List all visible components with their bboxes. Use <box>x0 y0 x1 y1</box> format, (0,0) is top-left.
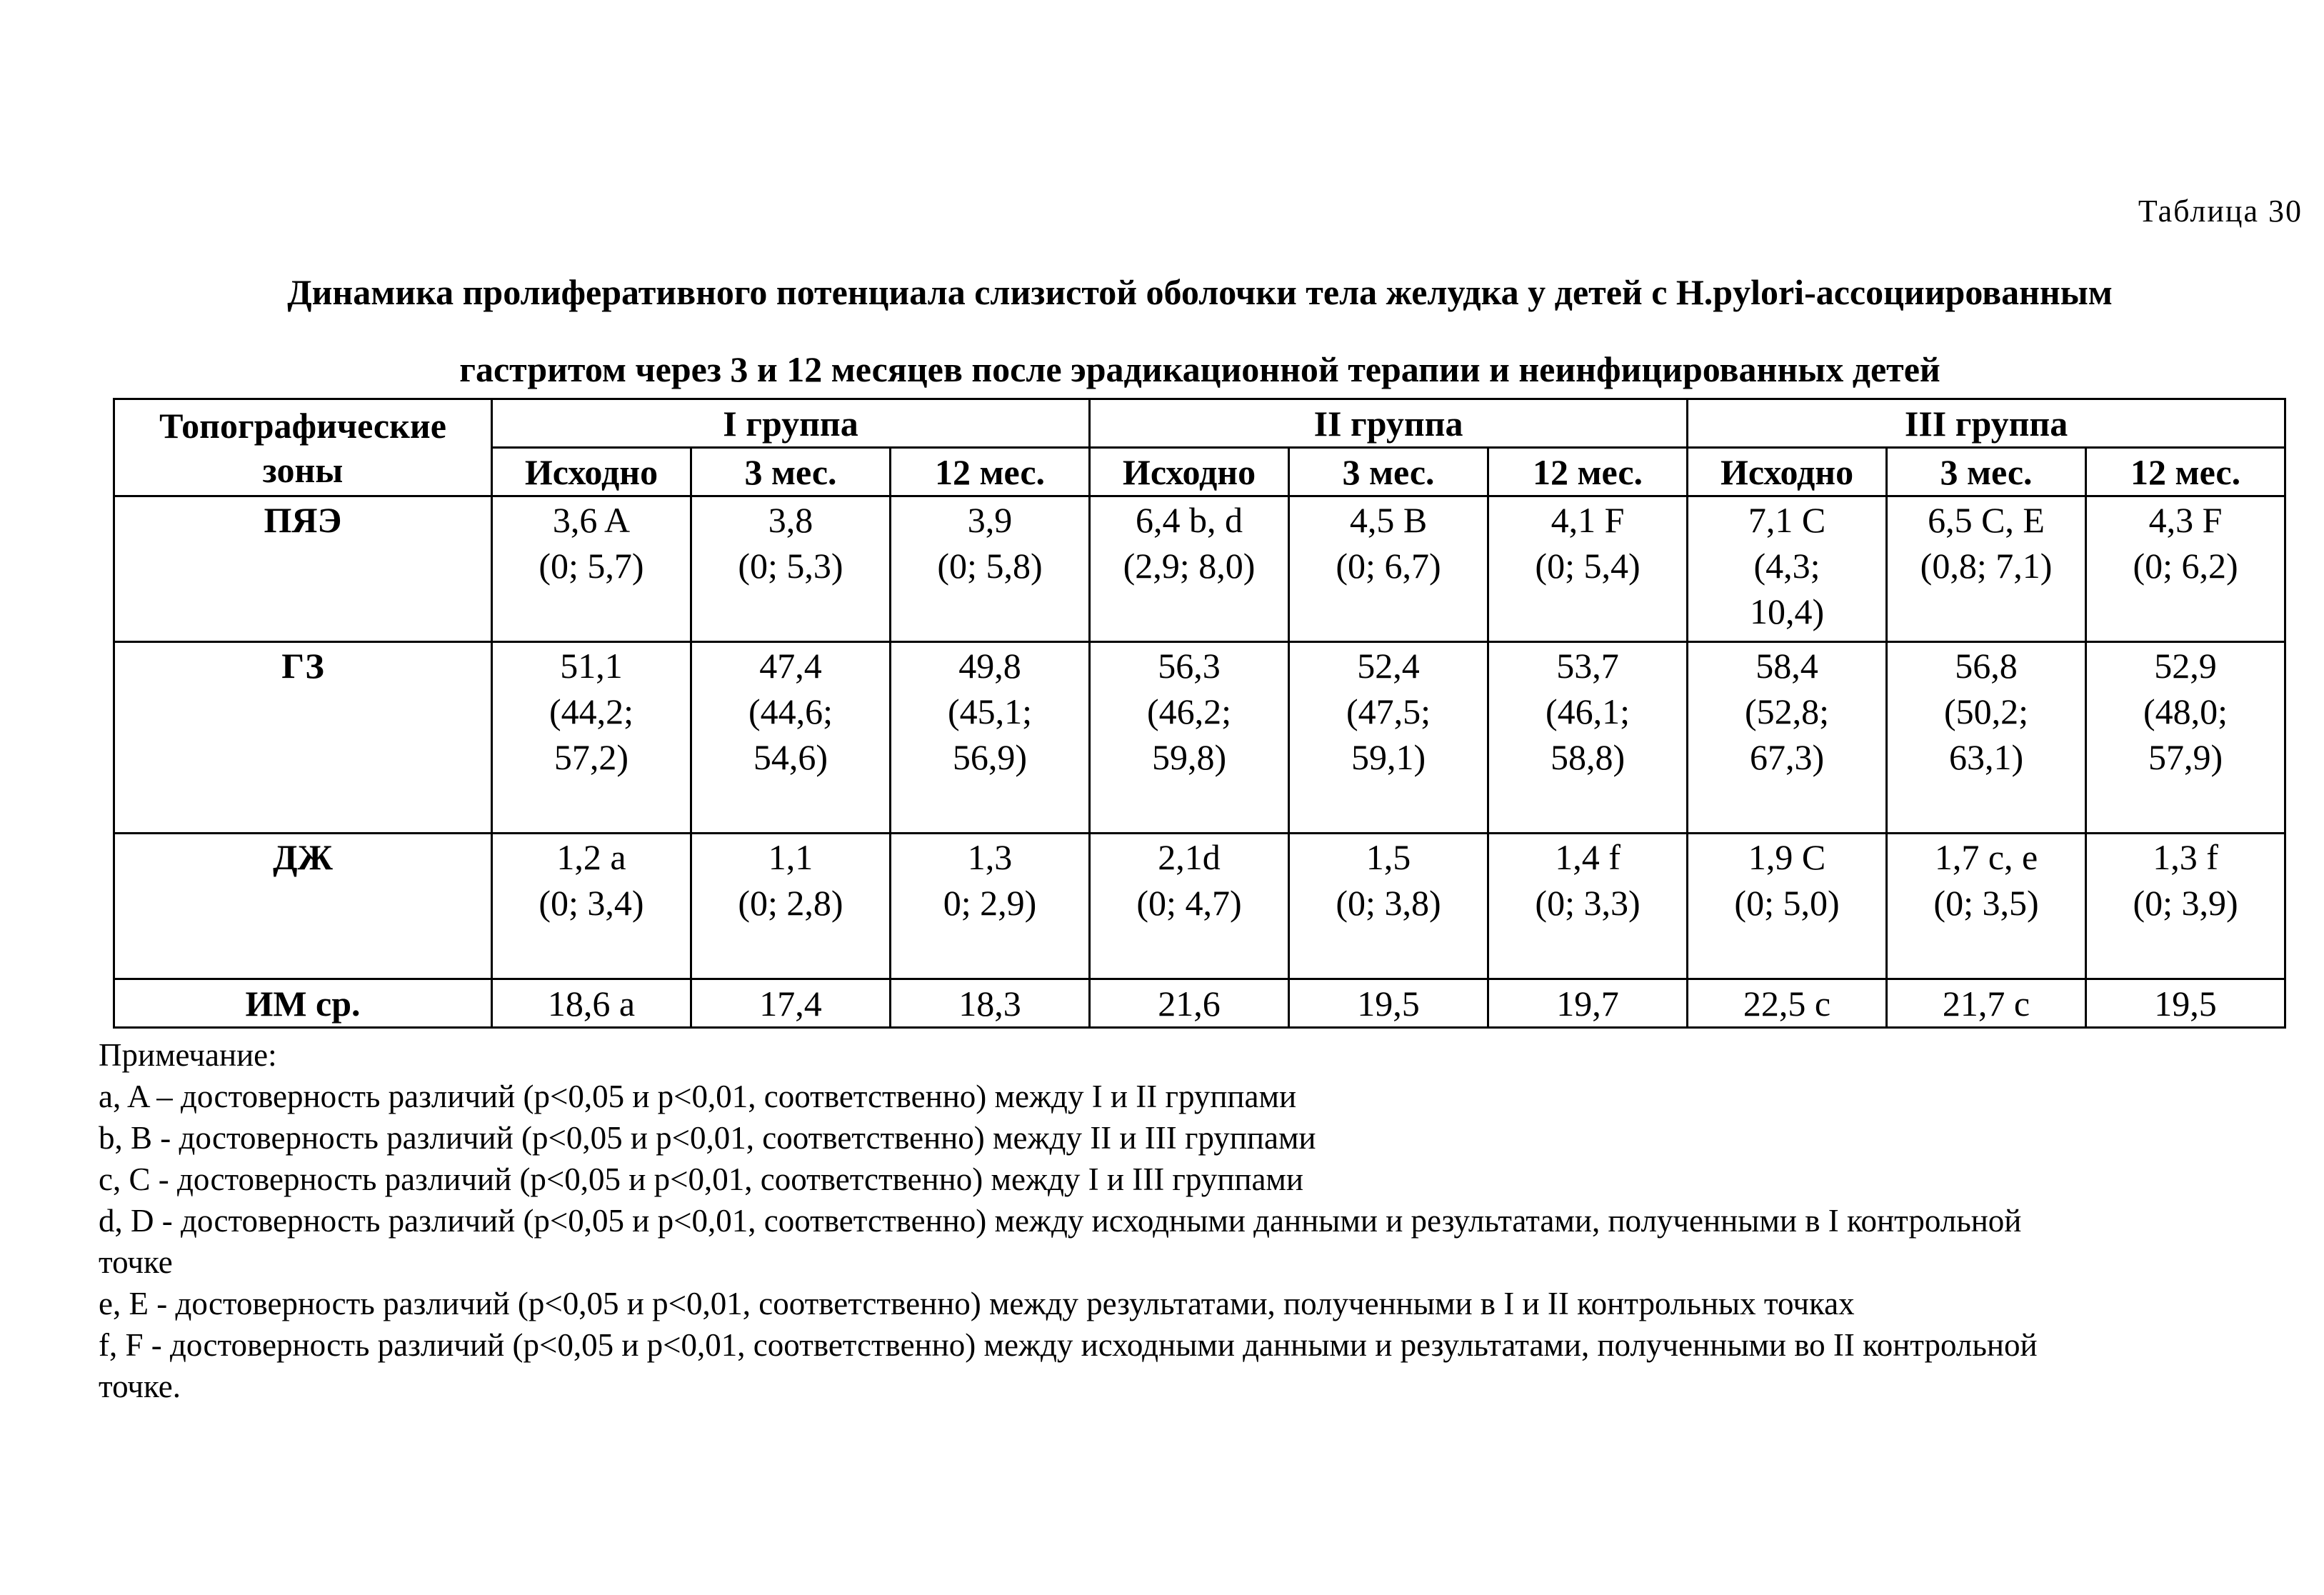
table-cell <box>891 642 1090 834</box>
table-cell <box>1887 979 2086 1028</box>
zone-label: ГЗ <box>114 642 492 834</box>
cell-value: 6,4 b, d <box>1136 500 1243 540</box>
note-line: d, D - достоверность различий (p<0,05 и p<0,01, соответственно) между исходными данными и результатами, полученными в I контрольной <box>99 1203 2022 1239</box>
cell-value: 1,3 f <box>2153 837 2218 877</box>
cell-value: (0; 2,8) <box>738 883 843 923</box>
notes-heading: Примечание: <box>99 1037 277 1073</box>
cell-value: (0,8; 7,1) <box>1920 546 2053 586</box>
table-cell <box>1887 496 2086 642</box>
group-header: I группа <box>492 399 1090 448</box>
zone-label: ИМ ср. <box>114 979 492 1028</box>
cell-value: 54,6) <box>753 737 828 777</box>
table-title <box>107 254 2293 408</box>
period-header: 3 мес. <box>691 448 891 496</box>
cell-value: (45,1; <box>947 691 1033 731</box>
zone-label: ПЯЭ <box>114 496 492 642</box>
note-line: f, F - достоверность различий (p<0,05 и p<0,01, соответственно) между исходными данными и результатами, полученными во II контрольной <box>99 1327 2038 1363</box>
note-line: e, E - достоверность различий (p<0,05 и p<0,01, соответственно) между результатами, полученными в I и II контрольных точках <box>99 1286 1855 1321</box>
period-header: 12 мес. <box>1488 448 1688 496</box>
table-cell <box>1688 834 1887 979</box>
cell-value: (44,6; <box>748 691 833 731</box>
cell-value: 19,5 <box>2154 983 2217 1024</box>
data-table <box>113 398 2286 1029</box>
table-cell <box>492 496 691 642</box>
period-header: 3 мес. <box>1887 448 2086 496</box>
cell-value: 1,4 f <box>1555 837 1621 877</box>
table-cell <box>1887 642 2086 834</box>
table-cell <box>1488 642 1688 834</box>
table-cell <box>891 834 1090 979</box>
cell-value: (0; 3,3) <box>1535 883 1641 923</box>
cell-value: (0; 5,4) <box>1535 546 1641 586</box>
cell-value: (0; 3,8) <box>1336 883 1441 923</box>
zone-label: ДЖ <box>114 834 492 979</box>
note-line: точке. <box>99 1369 181 1404</box>
cell-value: 67,3) <box>1749 737 1825 777</box>
title-line-1: Динамика пролиферативного потенциала слизистой оболочки тела желудка у детей с H.pylori-ассоциированным <box>287 272 2113 312</box>
cell-value: (2,9; 8,0) <box>1123 546 1256 586</box>
cell-value: (44,2; <box>549 691 634 731</box>
table-row <box>114 834 2285 979</box>
cell-value: (0; 3,5) <box>1933 883 2039 923</box>
table-cell <box>691 979 891 1028</box>
table-cell <box>891 979 1090 1028</box>
cell-value: 56,3 <box>1158 646 1221 686</box>
table-cell <box>691 834 891 979</box>
table-cell <box>691 496 891 642</box>
table-cell <box>492 642 691 834</box>
cell-value: (0; 3,9) <box>2133 883 2238 923</box>
cell-value: 3,8 <box>768 500 813 540</box>
table-number: Таблица 30 <box>2138 194 2303 229</box>
note-line: b, B - достоверность различий (p<0,05 и p<0,01, соответственно) между II и III группами <box>99 1120 1316 1156</box>
cell-value: 57,9) <box>2148 737 2223 777</box>
cell-value: 19,5 <box>1357 983 1420 1024</box>
title-line-2: гастритом через 3 и 12 месяцев после эрадикационной терапии и неинфицированных детей <box>459 349 1940 389</box>
cell-value: 19,7 <box>1556 983 1619 1024</box>
period-header: Исходно <box>1688 448 1887 496</box>
cell-value: 49,8 <box>958 646 1021 686</box>
period-header: Исходно <box>1090 448 1289 496</box>
table-cell <box>1289 979 1488 1028</box>
cell-value: (4,3; <box>1753 546 1820 586</box>
table-cell <box>1289 642 1488 834</box>
cell-value: 3,9 <box>967 500 1013 540</box>
note-line: точке <box>99 1244 173 1280</box>
table-row <box>114 496 2285 642</box>
cell-value: 58,8) <box>1550 737 1626 777</box>
note-line: a, A – достоверность различий (p<0,05 и p<0,01, соответственно) между I и II группами <box>99 1079 1297 1114</box>
group-header-row <box>114 399 2285 448</box>
cell-value: 51,1 <box>560 646 623 686</box>
cell-value: 52,9 <box>2154 646 2217 686</box>
table-cell <box>1688 496 1887 642</box>
table-cell <box>1289 496 1488 642</box>
period-header: Исходно <box>492 448 691 496</box>
cell-value: (46,2; <box>1146 691 1232 731</box>
table-row <box>114 979 2285 1028</box>
cell-value: 18,3 <box>958 983 1021 1024</box>
table-cell <box>492 979 691 1028</box>
table-cell <box>1090 979 1289 1028</box>
cell-value: (0; 6,2) <box>2133 546 2238 586</box>
cell-value: 6,5 C, E <box>1928 500 2045 540</box>
cell-value: 18,6 a <box>547 983 636 1024</box>
table-cell <box>1488 496 1688 642</box>
cell-value: (50,2; <box>1944 691 2029 731</box>
cell-value: 4,5 B <box>1349 500 1428 540</box>
cell-value: (0; 5,3) <box>738 546 843 586</box>
cell-value: (0; 6,7) <box>1336 546 1441 586</box>
cell-value: (0; 5,0) <box>1734 883 1840 923</box>
table-cell <box>691 642 891 834</box>
cell-value: 7,1 C <box>1748 500 1826 540</box>
table-cell <box>1488 979 1688 1028</box>
cell-value: 0; 2,9) <box>943 883 1037 923</box>
table-cell <box>2086 979 2285 1028</box>
cell-value: 56,8 <box>1955 646 2018 686</box>
cell-value: 4,1 F <box>1551 500 1625 540</box>
cell-value: 21,6 <box>1158 983 1221 1024</box>
cell-value: 56,9) <box>952 737 1028 777</box>
cell-value: 1,1 <box>768 837 813 877</box>
note-line: c, C - достоверность различий (p<0,05 и p<0,01, соответственно) между I и III группами <box>99 1161 1303 1197</box>
cell-value: 3,6 A <box>552 500 631 540</box>
group-header: III группа <box>1688 399 2285 448</box>
cell-value: 57,2) <box>554 737 629 777</box>
cell-value: (48,0; <box>2143 691 2228 731</box>
cell-value: 47,4 <box>759 646 822 686</box>
table-cell <box>1090 642 1289 834</box>
table-cell <box>2086 642 2285 834</box>
cell-value: 21,7 c <box>1942 983 2030 1024</box>
cell-value: (0; 5,7) <box>539 546 644 586</box>
cell-value: (0; 5,8) <box>937 546 1043 586</box>
cell-value: (47,5; <box>1346 691 1431 731</box>
table-cell <box>1090 834 1289 979</box>
cell-value: 63,1) <box>1948 737 2024 777</box>
zone-header: Топографические зоны <box>114 399 492 496</box>
cell-value: 17,4 <box>759 983 822 1024</box>
cell-value: (0; 4,7) <box>1136 883 1242 923</box>
table-cell <box>1688 642 1887 834</box>
period-header: 12 мес. <box>2086 448 2285 496</box>
cell-value: 1,2 a <box>556 837 626 877</box>
period-header: 12 мес. <box>891 448 1090 496</box>
group-header: II группа <box>1090 399 1688 448</box>
cell-value: 1,9 C <box>1748 837 1826 877</box>
table-cell <box>1887 834 2086 979</box>
cell-value: (0; 3,4) <box>539 883 644 923</box>
cell-value: 1,3 <box>967 837 1013 877</box>
table-cell <box>1289 834 1488 979</box>
cell-value: 52,4 <box>1357 646 1420 686</box>
notes <box>99 1034 2291 1407</box>
table-cell <box>492 834 691 979</box>
table-cell <box>2086 834 2285 979</box>
period-header: 3 мес. <box>1289 448 1488 496</box>
cell-value: (46,1; <box>1546 691 1631 731</box>
table-cell <box>1090 496 1289 642</box>
table-cell <box>1688 979 1887 1028</box>
cell-value: 1,7 c, e <box>1934 837 2038 877</box>
table-cell <box>1488 834 1688 979</box>
cell-value: 59,1) <box>1351 737 1426 777</box>
cell-value: 2,1d <box>1158 837 1221 877</box>
table-cell <box>2086 496 2285 642</box>
cell-value: 59,8) <box>1151 737 1227 777</box>
cell-value: 4,3 F <box>2148 500 2223 540</box>
cell-value: 58,4 <box>1755 646 1818 686</box>
cell-value: 10,4) <box>1749 591 1825 631</box>
table-cell <box>891 496 1090 642</box>
table-row <box>114 642 2285 834</box>
cell-value: 22,5 c <box>1743 983 1831 1024</box>
cell-value: 1,5 <box>1366 837 1411 877</box>
cell-value: 53,7 <box>1556 646 1619 686</box>
cell-value: (52,8; <box>1745 691 1830 731</box>
